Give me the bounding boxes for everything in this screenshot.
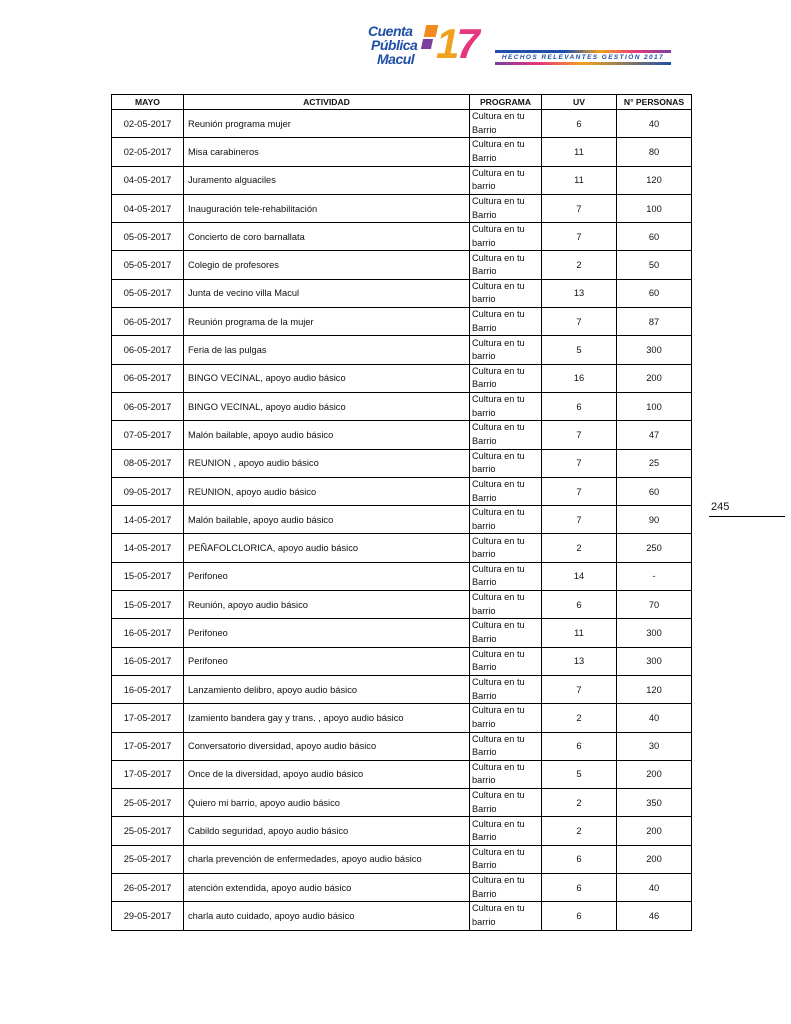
cell-actividad: Concierto de coro barnallata [184,223,470,251]
programa-line-1: Cultura en tu [472,535,525,546]
cell-actividad: Reunión, apoyo audio básico [184,591,470,619]
cell-uv: 5 [542,336,617,364]
cell-uv: 7 [542,675,617,703]
cell-actividad: Misa carabineros [184,138,470,166]
cell-actividad: Juramento alguaciles [184,166,470,194]
programa-line-2: Barrio [472,860,497,871]
cell-fecha: 25-05-2017 [112,817,184,845]
programa-line-1: Cultura en tu [472,761,525,772]
programa-line-2: barrio [472,407,496,418]
cell-programa [470,392,542,420]
cell-fecha: 06-05-2017 [112,364,184,392]
cell-uv: 6 [542,392,617,420]
programa-line-1: Cultura en tu [472,167,525,178]
cell-personas: 90 [617,506,692,534]
programa-line-2: Barrio [472,322,497,333]
programa-line-2: Barrio [472,152,497,163]
table-row [112,619,692,647]
cell-uv: 7 [542,223,617,251]
cell-uv: 7 [542,421,617,449]
cell-personas: 46 [617,902,692,930]
cell-fecha: 04-05-2017 [112,194,184,222]
programa-line-1: Cultura en tu [472,139,525,150]
cell-uv: 7 [542,506,617,534]
cell-personas: 100 [617,194,692,222]
cell-fecha: 06-05-2017 [112,308,184,336]
cell-programa [470,364,542,392]
programa-line-2: Barrio [472,266,497,277]
cell-fecha: 29-05-2017 [112,902,184,930]
cell-personas: 80 [617,138,692,166]
table-row [112,110,692,138]
cell-fecha: 05-05-2017 [112,251,184,279]
cell-actividad: Perifoneo [184,562,470,590]
programa-line-1: Cultura en tu [472,648,525,659]
cell-personas: 300 [617,647,692,675]
programa-line-1: Cultura en tu [472,818,525,829]
cell-personas: 40 [617,704,692,732]
table-row [112,449,692,477]
logo-number [436,21,477,67]
cell-actividad: REUNION, apoyo audio básico [184,477,470,505]
programa-line-2: barrio [472,775,496,786]
cell-programa [470,591,542,619]
table-row [112,421,692,449]
programa-line-2: Barrio [472,209,497,220]
programa-line-1: Cultura en tu [472,733,525,744]
table-row [112,166,692,194]
table-row [112,562,692,590]
cell-personas: 300 [617,336,692,364]
cell-fecha: 02-05-2017 [112,110,184,138]
programa-line-2: barrio [472,464,496,475]
table-row [112,874,692,902]
cell-uv: 2 [542,251,617,279]
programa-line-2: barrio [472,294,496,305]
cell-uv: 2 [542,534,617,562]
cell-programa [470,845,542,873]
cell-programa [470,223,542,251]
cell-fecha: 17-05-2017 [112,704,184,732]
cell-actividad: Izamiento bandera gay y trans. , apoyo audio básico [184,704,470,732]
table-row [112,194,692,222]
programa-line-2: barrio [472,181,496,192]
table-row [112,591,692,619]
cell-fecha: 16-05-2017 [112,647,184,675]
table-row [112,789,692,817]
table-row [112,817,692,845]
banner-bottom-strip [495,62,671,65]
cell-programa [470,477,542,505]
cell-fecha: 06-05-2017 [112,336,184,364]
table-row [112,760,692,788]
cell-actividad: charla prevención de enfermedades, apoyo audio básico [184,845,470,873]
programa-line-1: Cultura en tu [472,479,525,489]
programa-line-2: Barrio [472,662,497,673]
programa-line-2: barrio [472,520,496,531]
programa-line-1: Cultura en tu [472,422,525,433]
cell-personas: 30 [617,732,692,760]
table-row [112,902,692,930]
cell-personas: 300 [617,619,692,647]
cell-uv: 13 [542,647,617,675]
cell-actividad: charla auto cuidado, apoyo audio básico [184,902,470,930]
programa-line-2: Barrio [472,888,497,899]
programa-line-2: Barrio [472,435,497,446]
programa-line-1: Cultura en tu [472,252,525,263]
cell-personas: 40 [617,874,692,902]
cell-fecha: 05-05-2017 [112,279,184,307]
programa-line-1: Cultura en tu [472,507,525,518]
programa-line-2: Barrio [472,577,497,588]
cell-uv: 7 [542,477,617,505]
cell-personas: 40 [617,110,692,138]
cell-uv: 5 [542,760,617,788]
cell-actividad: Junta de vecino villa Macul [184,279,470,307]
cell-actividad: Malón bailable, apoyo audio básico [184,421,470,449]
programa-line-2: barrio [472,237,496,248]
cell-programa [470,251,542,279]
cell-fecha: 04-05-2017 [112,166,184,194]
cell-fecha: 17-05-2017 [112,732,184,760]
cell-actividad: Lanzamiento delibro, apoyo audio básico [184,675,470,703]
cell-programa [470,534,542,562]
programa-line-2: barrio [472,916,496,927]
cell-actividad: atención extendida, apoyo audio básico [184,874,470,902]
logo-line-3: Macul [377,51,415,67]
programa-line-1: Cultura en tu [472,196,525,207]
cell-fecha: 16-05-2017 [112,619,184,647]
cell-uv: 7 [542,308,617,336]
cell-personas: - [617,562,692,590]
header-mayo: MAYO [112,95,184,110]
cell-fecha: 15-05-2017 [112,562,184,590]
cell-personas: 200 [617,364,692,392]
table-row [112,477,692,505]
cell-personas: 60 [617,477,692,505]
table-row [112,647,692,675]
cell-uv: 7 [542,194,617,222]
cell-actividad: Reunión programa mujer [184,110,470,138]
table-row [112,506,692,534]
cell-programa [470,874,542,902]
cell-fecha: 25-05-2017 [112,845,184,873]
cell-personas: 60 [617,279,692,307]
page-number-rule [709,516,785,517]
logo-line-2: Pública [371,37,418,53]
cell-fecha: 26-05-2017 [112,874,184,902]
table-row [112,223,692,251]
activities-table [111,94,692,931]
programa-line-1: Cultura en tu [472,309,525,320]
programa-line-2: Barrio [472,803,497,814]
cell-personas: 60 [617,223,692,251]
programa-line-2: Barrio [472,124,497,135]
cell-actividad: Conversatorio diversidad, apoyo audio básico [184,732,470,760]
cell-programa [470,675,542,703]
cell-uv: 6 [542,110,617,138]
programa-line-2: Barrio [472,832,497,843]
cell-fecha: 17-05-2017 [112,760,184,788]
page-number: 245 [711,501,730,513]
cell-uv: 11 [542,166,617,194]
table-row [112,336,692,364]
cell-personas: 70 [617,591,692,619]
programa-line-1: Cultura en tu [472,224,525,235]
table-header-row [112,95,692,110]
cell-uv: 14 [542,562,617,590]
table-row [112,138,692,166]
programa-line-2: Barrio [472,633,497,644]
programa-line-2: barrio [472,718,496,729]
programa-line-1: Cultura en tu [472,677,525,688]
cell-personas: 25 [617,449,692,477]
programa-line-1: Cultura en tu [472,450,525,461]
cell-actividad: Reunión programa de la mujer [184,308,470,336]
programa-line-1: Cultura en tu [472,790,525,801]
programa-line-2: barrio [472,605,496,616]
cell-personas: 200 [617,845,692,873]
cell-actividad: Cabildo seguridad, apoyo audio básico [184,817,470,845]
cell-programa [470,421,542,449]
cell-programa [470,619,542,647]
cell-fecha: 14-05-2017 [112,506,184,534]
cell-programa [470,194,542,222]
programa-line-2: barrio [472,351,496,362]
cell-uv: 13 [542,279,617,307]
logo-line-1: Cuenta [368,23,413,39]
programa-line-1: Cultura en tu [472,903,525,914]
cell-fecha: 15-05-2017 [112,591,184,619]
cell-programa [470,336,542,364]
table-row [112,279,692,307]
cell-personas: 120 [617,166,692,194]
cell-fecha: 14-05-2017 [112,534,184,562]
cell-uv: 6 [542,874,617,902]
cell-uv: 11 [542,138,617,166]
logo-purple-square [421,39,433,49]
table-row [112,845,692,873]
cell-programa [470,789,542,817]
table-row [112,364,692,392]
cell-programa [470,279,542,307]
cell-fecha: 08-05-2017 [112,449,184,477]
programa-line-1: Cultura en tu [472,620,525,631]
cell-personas: 350 [617,789,692,817]
table-row [112,251,692,279]
cell-fecha: 25-05-2017 [112,789,184,817]
cell-uv: 7 [542,449,617,477]
cell-personas: 87 [617,308,692,336]
cell-personas: 250 [617,534,692,562]
programa-line-1: Cultura en tu [472,705,525,716]
cell-personas: 200 [617,760,692,788]
cell-actividad: Feria de las pulgas [184,336,470,364]
programa-line-2: barrio [472,549,496,560]
cell-actividad: Perifoneo [184,647,470,675]
cell-fecha: 05-05-2017 [112,223,184,251]
cell-programa [470,449,542,477]
banner-text: HECHOS RELEVANTES GESTIÓN 2017 [501,54,665,61]
cell-uv: 11 [542,619,617,647]
cell-actividad: PEÑAFOLCLORICA, apoyo audio básico [184,534,470,562]
hechos-relevantes-banner [495,50,671,65]
cell-actividad: Colegio de profesores [184,251,470,279]
programa-line-2: Barrio [472,379,497,390]
table-row [112,392,692,420]
cell-programa [470,704,542,732]
cell-programa [470,817,542,845]
cell-programa [470,647,542,675]
cell-actividad: Perifoneo [184,619,470,647]
programa-line-1: Cultura en tu [472,337,525,348]
cell-programa [470,902,542,930]
cell-actividad: Once de la diversidad, apoyo audio básico [184,760,470,788]
cell-programa [470,506,542,534]
header-actividad: ACTIVIDAD [184,95,470,110]
cell-personas: 200 [617,817,692,845]
table-body [112,110,692,931]
programa-line-1: Cultura en tu [472,365,525,376]
cell-programa [470,760,542,788]
cuenta-publica-logo [366,20,488,69]
cell-personas: 120 [617,675,692,703]
logo-digit-7: 7 [456,20,477,67]
cell-programa [470,110,542,138]
programa-line-1: Cultura en tu [472,592,525,603]
cell-fecha: 06-05-2017 [112,392,184,420]
cell-programa [470,166,542,194]
table-row [112,534,692,562]
cell-fecha: 16-05-2017 [112,675,184,703]
programa-line-2: Barrio [472,690,497,701]
cell-actividad: BINGO VECINAL, apoyo audio básico [184,364,470,392]
cell-personas: 47 [617,421,692,449]
programa-line-1: Cultura en tu [472,846,525,857]
cell-uv: 6 [542,902,617,930]
cell-uv: 6 [542,591,617,619]
cell-uv: 2 [542,817,617,845]
cell-fecha: 07-05-2017 [112,421,184,449]
programa-line-1: Cultura en tu [472,394,525,405]
programa-line-1: Cultura en tu [472,280,525,291]
cell-programa [470,138,542,166]
cell-actividad: Quiero mi barrio, apoyo audio básico [184,789,470,817]
cell-programa [470,732,542,760]
table-row [112,704,692,732]
cell-personas: 50 [617,251,692,279]
cell-actividad: BINGO VECINAL, apoyo audio básico [184,392,470,420]
header-uv: UV [542,95,617,110]
programa-line-2: Barrio [472,747,497,758]
cell-personas: 100 [617,392,692,420]
logo-digit-1: 1 [436,20,457,67]
programa-line-1: Cultura en tu [472,875,525,886]
header-personas: N° PERSONAS [617,95,692,110]
programa-line-1: Cultura en tu [472,111,525,122]
programa-line-2: Barrio [472,492,497,503]
cell-fecha: 09-05-2017 [112,477,184,505]
cell-actividad: REUNION , apoyo audio básico [184,449,470,477]
cell-actividad: Malón bailable, apoyo audio básico [184,506,470,534]
cell-uv: 6 [542,845,617,873]
cell-programa [470,562,542,590]
cell-uv: 6 [542,732,617,760]
table-row [112,675,692,703]
cell-programa [470,308,542,336]
cell-uv: 16 [542,364,617,392]
cell-actividad: Inauguración tele-rehabilitación [184,194,470,222]
header-programa: PROGRAMA [470,95,542,110]
table-row [112,732,692,760]
table-row [112,308,692,336]
cell-fecha: 02-05-2017 [112,138,184,166]
programa-line-1: Cultura en tu [472,563,525,574]
cell-uv: 2 [542,704,617,732]
cell-uv: 2 [542,789,617,817]
